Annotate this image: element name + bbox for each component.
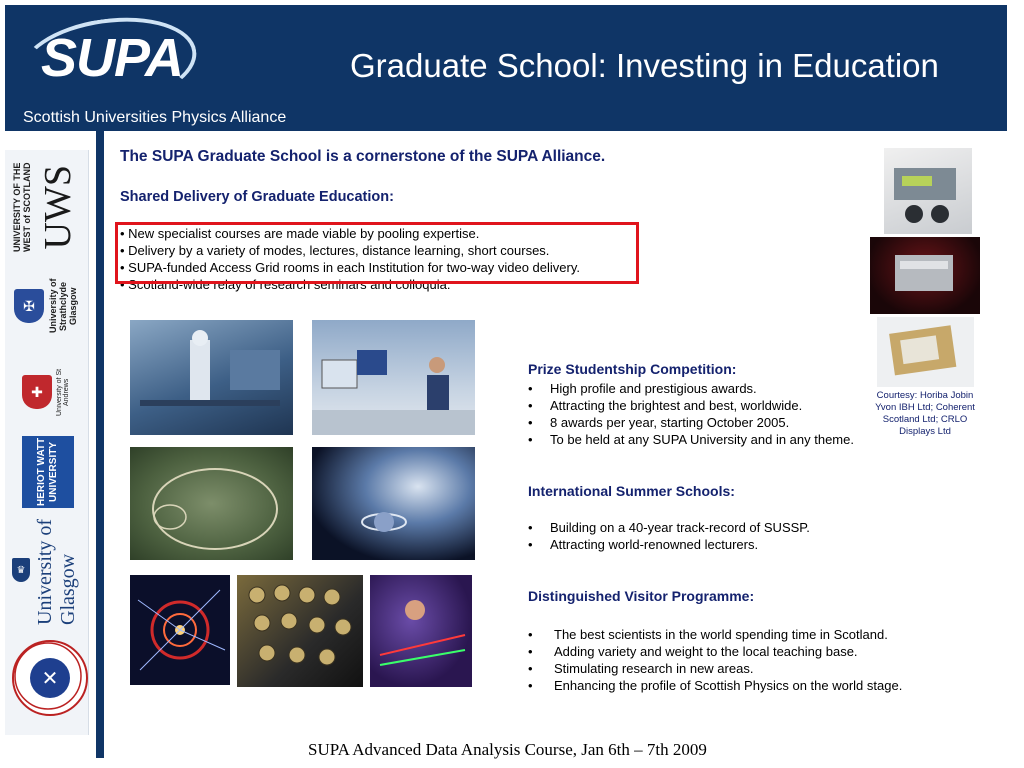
summer-heading: International Summer Schools:	[528, 483, 735, 499]
slide-title: Graduate School: Investing in Education	[350, 47, 939, 84]
vertical-divider-bar	[96, 131, 104, 758]
logo-subtitle: Scottish Universities Physics Alliance	[23, 109, 287, 126]
list-item: • Attracting world-renowned lecturers.	[528, 537, 759, 552]
list-item: • High profile and prestigious awards.	[528, 381, 757, 396]
image-credit: Courtesy: Horiba Jobin Yvon IBH Ltd; Coherent Scotland Ltd; CRLO Displays Ltd	[875, 390, 975, 437]
uws-abbrev: UWS	[37, 165, 79, 250]
photo-laser-lab	[370, 575, 472, 687]
standrews-crest-icon: ✚	[22, 375, 52, 409]
list-item: • Stimulating research in new areas.	[528, 661, 754, 676]
uws-name: UNIVERSITY OF THE WEST of SCOTLAND	[12, 162, 32, 253]
visitor-heading: Distinguished Visitor Programme:	[528, 588, 755, 604]
photo-spectrometer	[884, 148, 972, 234]
header-banner	[5, 5, 1007, 131]
photo-cleanroom	[130, 320, 293, 435]
list-item: • Enhancing the profile of Scottish Physics on the world stage.	[528, 678, 903, 693]
supa-logo: SUPA	[41, 28, 184, 88]
edinburgh-seal-ring	[12, 640, 84, 712]
heriot-watt-name: HERIOT WATT UNIVERSITY	[36, 437, 59, 507]
strathclyde-logo	[8, 262, 84, 350]
list-item: • Adding variety and weight to the local teaching base.	[528, 644, 858, 659]
glasgow-crest-icon: ♛	[12, 558, 30, 582]
photo-accelerator-aerial	[130, 447, 293, 560]
edinburgh-crest-icon: ✕	[30, 658, 70, 698]
photo-detector-array	[237, 575, 363, 687]
lead-statement: The SUPA Graduate School is a cornerstone of the SUPA Alliance.	[120, 148, 606, 165]
glasgow-name: University of Glasgow	[34, 518, 79, 625]
list-item: • Scotland-wide relay of research seminars and colloquia.	[120, 277, 451, 292]
heriot-watt-logo	[22, 436, 74, 508]
summer-list	[528, 519, 810, 553]
prize-heading: Prize Studentship Competition:	[528, 361, 737, 377]
visitor-list	[528, 626, 902, 694]
standrews-name: University of St Andrews	[56, 368, 70, 416]
standrews-logo	[8, 366, 84, 418]
list-item: • Delivery by a variety of modes, lectures, distance learning, short courses.	[120, 243, 550, 258]
footer-caption: SUPA Advanced Data Analysis Course, Jan 6th – 7th 2009	[308, 740, 707, 759]
list-item: • The best scientists in the world spending time in Scotland.	[528, 627, 888, 642]
photo-particle-collision	[130, 575, 230, 685]
shared-delivery-heading: Shared Delivery of Graduate Education:	[120, 189, 394, 205]
strathclyde-crest-icon: ✠	[14, 289, 44, 323]
edinburgh-logo	[12, 640, 88, 716]
prize-list	[528, 380, 854, 448]
highlight-box	[115, 222, 639, 284]
photo-laser-unit	[870, 237, 980, 314]
list-item: • Attracting the brightest and best, worldwide.	[528, 398, 803, 413]
photo-galaxy	[312, 447, 475, 560]
list-item: • Building on a 40-year track-record of SUSSP.	[528, 520, 810, 535]
list-item: • New specialist courses are made viable by pooling expertise.	[120, 226, 480, 241]
glasgow-logo	[8, 515, 84, 625]
list-item: • To be held at any SUPA University and in any theme.	[528, 432, 854, 447]
strathclyde-name: University of Strathclyde Glasgow	[48, 278, 78, 334]
photo-laboratory	[312, 320, 475, 435]
list-item: • 8 awards per year, starting October 2005.	[528, 415, 790, 430]
list-item: • SUPA-funded Access Grid rooms in each Institution for two-way video delivery.	[120, 260, 580, 275]
photo-display-module	[877, 317, 974, 387]
uws-logo	[8, 160, 84, 255]
